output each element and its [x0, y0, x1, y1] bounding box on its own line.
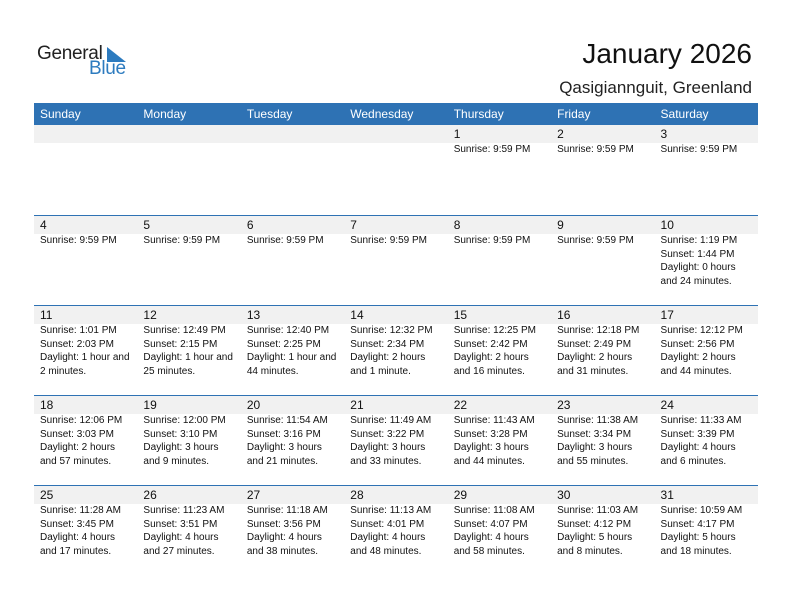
day-number-band [34, 306, 758, 324]
weekday-header [34, 103, 758, 125]
day-cell [655, 414, 758, 468]
sunrise-text: Sunrise: 12:12 PM [660, 325, 743, 336]
daylight-text: Daylight: 1 hour and [246, 352, 337, 363]
daylight-text: and 6 minutes. [660, 455, 727, 467]
daylight-text: Daylight: 4 hours [40, 532, 116, 543]
sunset-text: Sunset: 2:49 PM [557, 338, 632, 350]
daylight-text: Daylight: 4 hours [246, 532, 322, 543]
sunset-text: Sunset: 4:12 PM [557, 518, 632, 530]
weekday-saturday: Saturday [660, 107, 709, 121]
daylight-text: Daylight: 3 hours [557, 442, 633, 453]
day-number: 30 [557, 488, 571, 502]
weekday-monday: Monday [143, 107, 187, 121]
day-cell [344, 324, 447, 378]
weekday-wednesday: Wednesday [350, 107, 414, 121]
sunrise-text: Sunrise: 11:54 AM [246, 415, 328, 426]
daylight-text: and 33 minutes. [350, 455, 422, 467]
day-cell [448, 324, 551, 378]
daylight-text: and 18 minutes. [660, 545, 732, 557]
sunrise-text: Sunrise: 9:59 PM [143, 235, 221, 246]
daylight-text: Daylight: 2 hours [350, 352, 426, 363]
sunset-text: Sunset: 4:07 PM [453, 518, 528, 530]
day-info-row [34, 143, 758, 157]
day-number: 13 [246, 308, 261, 322]
day-number: 16 [557, 308, 571, 322]
daylight-text: and 55 minutes. [557, 455, 629, 467]
daylight-text: and 27 minutes. [143, 545, 215, 557]
daylight-text: Daylight: 2 hours [40, 442, 116, 453]
week-row [34, 395, 758, 485]
sunset-text: Sunset: 3:22 PM [350, 428, 425, 440]
day-number: 19 [143, 398, 157, 412]
daylight-text: Daylight: 0 hours [660, 262, 736, 273]
day-cell [137, 234, 240, 288]
sunrise-text: Sunrise: 1:01 PM [40, 325, 117, 336]
page-title: January 2026 [582, 38, 752, 69]
day-cell [655, 324, 758, 378]
sunrise-text: Sunrise: 12:00 PM [143, 415, 226, 426]
day-cell [344, 504, 447, 558]
day-cell [551, 324, 654, 378]
day-cell [655, 504, 758, 558]
daylight-text: and 48 minutes. [350, 545, 422, 557]
daylight-text: and 1 minute. [350, 365, 411, 377]
week-row [34, 305, 758, 395]
sunset-text: Sunset: 2:56 PM [660, 338, 735, 350]
day-number: 11 [40, 308, 53, 322]
daylight-text: and 9 minutes. [143, 455, 210, 467]
daylight-text: and 31 minutes. [557, 365, 629, 377]
weekday-thursday: Thursday [453, 107, 504, 121]
day-cell [344, 234, 447, 288]
sunrise-text: Sunrise: 11:38 AM [557, 415, 639, 426]
daylight-text: Daylight: 3 hours [143, 442, 219, 453]
daylight-text: Daylight: 5 hours [557, 532, 633, 543]
day-number: 20 [246, 398, 261, 412]
sunrise-text: Sunrise: 11:43 AM [453, 415, 535, 426]
day-number: 18 [40, 398, 54, 412]
sunrise-text: Sunrise: 9:59 PM [40, 235, 117, 246]
daylight-text: and 57 minutes. [40, 455, 112, 467]
logo-text-blue: Blue [89, 58, 126, 79]
day-number [34, 125, 137, 143]
week-row [34, 485, 758, 575]
day-number: 23 [557, 398, 571, 412]
sunrise-text: Sunrise: 1:19 PM [660, 235, 738, 246]
sunrise-text: Sunrise: 10:59 AM [660, 505, 743, 516]
day-cell [655, 143, 758, 157]
sunset-text: Sunset: 2:15 PM [143, 338, 218, 350]
weekday-friday: Friday [557, 107, 591, 121]
week-row [34, 215, 758, 305]
day-info-row [34, 324, 758, 378]
day-number: 3 [660, 127, 668, 141]
day-cell [551, 234, 654, 288]
sunset-text: Sunset: 3:56 PM [246, 518, 321, 530]
day-cell [655, 234, 758, 288]
sunset-text: Sunset: 1:44 PM [660, 248, 735, 260]
day-cell [241, 414, 344, 468]
day-number-band [34, 486, 758, 504]
sunset-text: Sunset: 3:45 PM [40, 518, 114, 530]
day-number: 7 [350, 218, 357, 232]
day-cell [241, 324, 344, 378]
daylight-text: Daylight: 1 hour and [143, 352, 233, 363]
sunrise-text: Sunrise: 11:49 AM [350, 415, 432, 426]
day-number: 27 [246, 488, 261, 502]
day-cell [448, 234, 551, 288]
day-cell [34, 143, 137, 157]
day-cell [551, 143, 654, 157]
sunset-text: Sunset: 2:34 PM [350, 338, 425, 350]
day-number [137, 125, 240, 143]
logo [37, 43, 137, 83]
daylight-text: Daylight: 4 hours [660, 442, 736, 453]
sunset-text: Sunset: 4:01 PM [350, 518, 425, 530]
sunrise-text: Sunrise: 11:13 AM [350, 505, 432, 516]
day-number-band [34, 216, 758, 234]
day-cell [34, 504, 137, 558]
sunset-text: Sunset: 2:25 PM [246, 338, 321, 350]
daylight-text: and 44 minutes. [660, 365, 732, 377]
daylight-text: Daylight: 4 hours [143, 532, 219, 543]
day-number: 26 [143, 488, 157, 502]
sunrise-text: Sunrise: 11:18 AM [246, 505, 328, 516]
weeks-container [34, 125, 758, 575]
day-number: 25 [40, 488, 54, 502]
day-cell [34, 414, 137, 468]
daylight-text: and 21 minutes. [246, 455, 319, 467]
day-number: 9 [557, 218, 564, 232]
day-number: 21 [350, 398, 364, 412]
day-cell [448, 504, 551, 558]
sunset-text: Sunset: 3:16 PM [246, 428, 321, 440]
sunset-text: Sunset: 3:34 PM [557, 428, 632, 440]
sunrise-text: Sunrise: 9:59 PM [557, 235, 634, 246]
daylight-text: Daylight: 4 hours [453, 532, 529, 543]
daylight-text: and 44 minutes. [453, 455, 525, 467]
sunrise-text: Sunrise: 12:06 PM [40, 415, 123, 426]
sunrise-text: Sunrise: 9:59 PM [453, 144, 531, 155]
day-info-row [34, 234, 758, 288]
day-info-row [34, 504, 758, 558]
sunrise-text: Sunrise: 11:08 AM [453, 505, 535, 516]
day-cell [448, 414, 551, 468]
daylight-text: 2 minutes. [40, 365, 87, 377]
daylight-text: Daylight: 2 hours [557, 352, 633, 363]
day-cell [344, 414, 447, 468]
day-cell [241, 143, 344, 157]
day-number: 4 [40, 218, 47, 232]
sunset-text: Sunset: 3:10 PM [143, 428, 218, 440]
day-info-row [34, 414, 758, 468]
day-number: 8 [453, 218, 461, 232]
day-number: 5 [143, 218, 151, 232]
day-number-band [34, 125, 758, 143]
sunset-text: Sunset: 3:51 PM [143, 518, 218, 530]
day-number: 15 [453, 308, 468, 322]
daylight-text: 25 minutes. [143, 365, 196, 377]
sunset-text: Sunset: 3:39 PM [660, 428, 735, 440]
day-number: 22 [453, 398, 468, 412]
location-subtitle: Qasigiannguit, Greenland [559, 78, 752, 97]
daylight-text: Daylight: 3 hours [350, 442, 426, 453]
sunrise-text: Sunrise: 12:18 PM [557, 325, 640, 336]
day-number: 6 [246, 218, 254, 232]
day-cell [34, 234, 137, 288]
day-number: 31 [660, 488, 674, 502]
day-cell [551, 504, 654, 558]
day-cell [34, 324, 137, 378]
day-number: 12 [143, 308, 157, 322]
daylight-text: and 24 minutes. [660, 275, 732, 287]
sunrise-text: Sunrise: 12:32 PM [350, 325, 433, 336]
sunrise-text: Sunrise: 9:59 PM [660, 144, 738, 155]
sunrise-text: Sunrise: 9:59 PM [557, 144, 634, 155]
sunrise-text: Sunrise: 11:28 AM [40, 505, 121, 516]
daylight-text: and 58 minutes. [453, 545, 525, 557]
daylight-text: and 8 minutes. [557, 545, 623, 557]
daylight-text: Daylight: 2 hours [660, 352, 736, 363]
weekday-sunday: Sunday [40, 107, 81, 121]
weekday-tuesday: Tuesday [246, 107, 293, 121]
sunset-text: Sunset: 2:03 PM [40, 338, 114, 350]
daylight-text: and 17 minutes. [40, 545, 112, 557]
day-cell [344, 143, 447, 157]
day-number-band [34, 396, 758, 414]
day-cell [241, 234, 344, 288]
daylight-text: Daylight: 1 hour and [40, 352, 130, 363]
sunrise-text: Sunrise: 9:59 PM [453, 235, 531, 246]
daylight-text: Daylight: 3 hours [246, 442, 322, 453]
sunset-text: Sunset: 2:42 PM [453, 338, 528, 350]
sunrise-text: Sunrise: 9:59 PM [350, 235, 427, 246]
day-number [241, 125, 344, 143]
week-row [34, 125, 758, 215]
sunset-text: Sunset: 3:03 PM [40, 428, 114, 440]
day-number: 10 [660, 218, 674, 232]
sunrise-text: Sunrise: 12:49 PM [143, 325, 226, 336]
sunrise-text: Sunrise: 11:03 AM [557, 505, 639, 516]
sunrise-text: Sunrise: 12:40 PM [246, 325, 330, 336]
day-cell [241, 504, 344, 558]
daylight-text: and 16 minutes. [453, 365, 525, 377]
sunset-text: Sunset: 3:28 PM [453, 428, 528, 440]
sunrise-text: Sunrise: 11:23 AM [143, 505, 225, 516]
day-cell [448, 143, 551, 157]
daylight-text: Daylight: 2 hours [453, 352, 529, 363]
sunset-text: Sunset: 4:17 PM [660, 518, 735, 530]
day-number: 29 [453, 488, 468, 502]
day-number [344, 125, 447, 143]
day-number: 24 [660, 398, 674, 412]
daylight-text: Daylight: 5 hours [660, 532, 736, 543]
day-cell [551, 414, 654, 468]
daylight-text: Daylight: 3 hours [453, 442, 529, 453]
sunrise-text: Sunrise: 11:33 AM [660, 415, 742, 426]
daylight-text: 44 minutes. [246, 365, 299, 377]
logo-text-general: General [37, 43, 103, 64]
day-cell [137, 143, 240, 157]
day-number: 17 [660, 308, 674, 322]
sunrise-text: Sunrise: 9:59 PM [246, 235, 324, 246]
daylight-text: Daylight: 4 hours [350, 532, 426, 543]
day-cell [137, 414, 240, 468]
calendar-grid [34, 103, 758, 575]
day-cell [137, 324, 240, 378]
day-number: 28 [350, 488, 364, 502]
day-number: 14 [350, 308, 364, 322]
day-number: 1 [453, 127, 461, 141]
day-cell [137, 504, 240, 558]
daylight-text: and 38 minutes. [246, 545, 319, 557]
sunrise-text: Sunrise: 12:25 PM [453, 325, 536, 336]
day-number: 2 [557, 127, 564, 141]
